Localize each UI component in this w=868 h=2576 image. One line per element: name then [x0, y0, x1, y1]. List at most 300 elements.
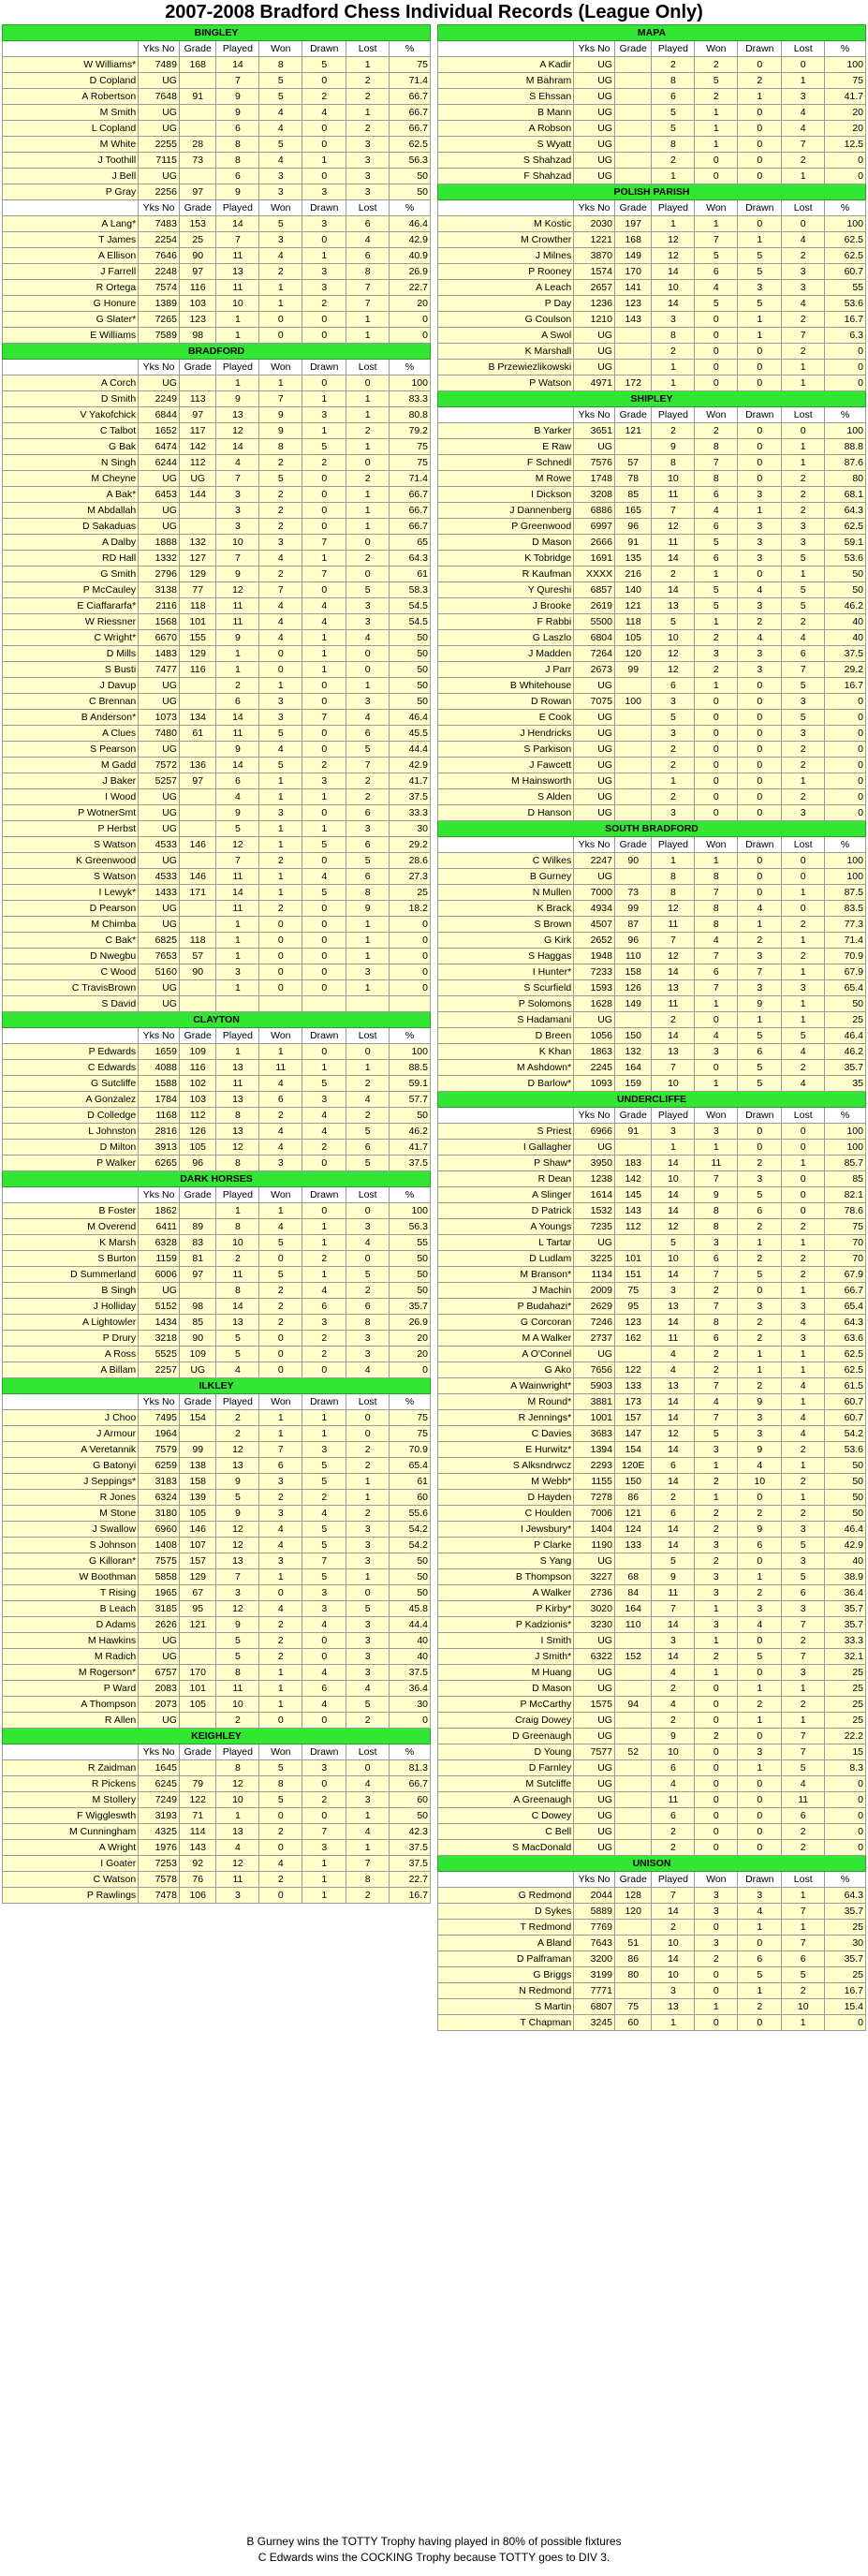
player-name: I Smith — [438, 1633, 574, 1649]
played-cell: 8 — [652, 328, 695, 344]
grade-cell — [614, 1140, 652, 1156]
lost-cell: 1 — [782, 1362, 825, 1378]
player-name: J Holliday — [3, 1299, 139, 1315]
percent-cell: 44.4 — [390, 742, 431, 758]
table-row — [3, 1108, 431, 1124]
percent-cell: 20 — [390, 296, 431, 312]
played-cell: 9 — [216, 1474, 259, 1490]
grade-cell: 92 — [179, 1856, 216, 1872]
drawn-cell: 6 — [738, 1203, 782, 1219]
grade-cell: 162 — [614, 1331, 652, 1347]
percent-cell: 0 — [825, 360, 866, 375]
lost-cell: 2 — [346, 1713, 390, 1729]
percent-cell: 50 — [390, 1585, 431, 1601]
drawn-cell: 2 — [302, 89, 346, 105]
won-cell: 2 — [259, 1824, 302, 1840]
table-row — [438, 1076, 866, 1092]
won-cell: 2 — [259, 853, 302, 869]
lost-cell: 3 — [346, 1331, 390, 1347]
yks-number: 4088 — [139, 1060, 180, 1076]
player-name: J Smith* — [438, 1649, 574, 1665]
lost-cell: 2 — [346, 551, 390, 567]
lost-cell: 1 — [346, 439, 390, 455]
grade-cell: 216 — [614, 567, 652, 582]
percent-cell: 62.5 — [825, 1362, 866, 1378]
played-cell: 5 — [652, 121, 695, 137]
column-header: Won — [259, 1187, 302, 1203]
yks-number: 3950 — [574, 1156, 615, 1171]
played-cell: 6 — [652, 89, 695, 105]
lost-cell — [346, 996, 390, 1012]
player-name: P Watson — [438, 375, 574, 391]
won-cell — [259, 996, 302, 1012]
percent-cell: 50 — [825, 1490, 866, 1506]
percent-cell: 66.7 — [390, 121, 431, 137]
won-cell: 1 — [259, 837, 302, 853]
grade-cell — [614, 789, 652, 805]
table-row — [438, 726, 866, 742]
won-cell: 0 — [695, 1012, 738, 1028]
played-cell: 2 — [652, 1920, 695, 1936]
lost-cell: 2 — [346, 73, 390, 89]
grade-cell: 116 — [179, 1060, 216, 1076]
won-cell: 7 — [259, 582, 302, 598]
played-cell: 1 — [652, 216, 695, 232]
won-cell: 8 — [695, 1219, 738, 1235]
player-name: E Cook — [438, 710, 574, 726]
yks-number: UG — [139, 1649, 180, 1665]
grade-cell — [614, 1665, 652, 1681]
player-name: P Kadzionis* — [438, 1617, 574, 1633]
percent-cell: 40 — [825, 1553, 866, 1569]
player-name: I Wood — [3, 789, 139, 805]
lost-cell: 2 — [782, 1824, 825, 1840]
lost-cell: 3 — [782, 1299, 825, 1315]
won-cell: 0 — [695, 710, 738, 726]
lost-cell: 3 — [782, 726, 825, 742]
lost-cell: 7 — [346, 296, 390, 312]
percent-cell: 25 — [825, 1697, 866, 1713]
played-cell: 10 — [652, 1967, 695, 1983]
percent-cell: 29.2 — [825, 662, 866, 678]
won-cell: 1 — [259, 1426, 302, 1442]
player-name: J Fawcett — [438, 758, 574, 773]
grade-cell: 149 — [614, 996, 652, 1012]
table-row — [3, 471, 431, 487]
table-row — [3, 1219, 431, 1235]
played-cell: 14 — [652, 1904, 695, 1920]
yks-number: UG — [574, 789, 615, 805]
played-cell: 2 — [652, 567, 695, 582]
grade-cell: 109 — [179, 1347, 216, 1362]
player-name: A Kadir — [438, 57, 574, 73]
played-cell: 14 — [652, 1028, 695, 1044]
drawn-cell: 5 — [302, 885, 346, 901]
table-row — [3, 1203, 431, 1219]
played-cell: 9 — [216, 1617, 259, 1633]
percent-cell: 53.6 — [825, 1442, 866, 1458]
won-cell: 0 — [695, 1681, 738, 1697]
won-cell: 0 — [695, 153, 738, 169]
percent-cell: 16.7 — [825, 312, 866, 328]
played-cell: 1 — [652, 2015, 695, 2031]
drawn-cell: 2 — [738, 1219, 782, 1235]
drawn-cell: 1 — [302, 248, 346, 264]
percent-cell: 0 — [390, 312, 431, 328]
played-cell: 8 — [652, 885, 695, 901]
played-cell: 14 — [652, 1474, 695, 1490]
table-row — [3, 901, 431, 917]
grade-cell: 144 — [179, 487, 216, 503]
lost-cell: 5 — [346, 1124, 390, 1140]
table-row — [438, 996, 866, 1012]
player-name: A Robertson — [3, 89, 139, 105]
player-name: J Farrell — [3, 264, 139, 280]
player-name: A Leach — [438, 280, 574, 296]
played-cell: 14 — [652, 1315, 695, 1331]
won-cell: 1 — [695, 1999, 738, 2015]
yks-number: 6265 — [139, 1156, 180, 1171]
won-cell: 0 — [695, 1840, 738, 1856]
won-cell: 4 — [695, 1028, 738, 1044]
yks-number: 3683 — [574, 1426, 615, 1442]
percent-cell: 37.5 — [390, 1840, 431, 1856]
lost-cell: 1 — [346, 1060, 390, 1076]
player-name: C Talbot — [3, 423, 139, 439]
column-header-row — [3, 1744, 431, 1760]
yks-number: 2116 — [139, 598, 180, 614]
won-cell: 2 — [695, 1474, 738, 1490]
lost-cell: 1 — [782, 1458, 825, 1474]
drawn-cell: 3 — [738, 519, 782, 535]
lost-cell: 0 — [346, 1044, 390, 1060]
table-row — [3, 1474, 431, 1490]
percent-cell: 75 — [390, 439, 431, 455]
drawn-cell: 0 — [738, 726, 782, 742]
percent-cell: 0 — [825, 758, 866, 773]
player-name: G Ako — [438, 1362, 574, 1378]
grade-cell — [614, 1681, 652, 1697]
yks-number: UG — [574, 1347, 615, 1362]
player-name: M Sutcliffe — [438, 1776, 574, 1792]
table-row — [438, 535, 866, 551]
won-cell: 5 — [259, 73, 302, 89]
won-cell: 3 — [259, 1553, 302, 1569]
won-cell: 1 — [259, 789, 302, 805]
team-name: UNISON — [438, 1856, 866, 1872]
table-row — [3, 1808, 431, 1824]
yks-number: 2626 — [139, 1617, 180, 1633]
player-name: D Copland — [3, 73, 139, 89]
table-row — [3, 1633, 431, 1649]
table-row — [438, 694, 866, 710]
percent-cell: 87.6 — [825, 455, 866, 471]
played-cell: 3 — [652, 694, 695, 710]
percent-cell: 35 — [825, 1076, 866, 1092]
played-cell: 11 — [216, 248, 259, 264]
played-cell: 10 — [216, 1697, 259, 1713]
grade-cell: 165 — [614, 503, 652, 519]
drawn-cell: 0 — [738, 773, 782, 789]
drawn-cell: 1 — [738, 1012, 782, 1028]
won-cell: 3 — [259, 1156, 302, 1171]
yks-number: UG — [139, 980, 180, 996]
yks-number: 5889 — [574, 1904, 615, 1920]
drawn-cell: 1 — [302, 1235, 346, 1251]
player-name: D Greenaugh — [438, 1729, 574, 1744]
yks-number: UG — [574, 1235, 615, 1251]
table-row — [438, 248, 866, 264]
played-cell: 11 — [652, 1792, 695, 1808]
table-row — [3, 73, 431, 89]
played-cell: 8 — [216, 1283, 259, 1299]
won-cell: 3 — [695, 1888, 738, 1904]
yks-number: 1394 — [574, 1442, 615, 1458]
drawn-cell: 4 — [738, 1458, 782, 1474]
lost-cell: 3 — [346, 1347, 390, 1362]
grade-cell — [614, 710, 652, 726]
drawn-cell: 10 — [738, 1474, 782, 1490]
player-name: D Palframan — [438, 1951, 574, 1967]
player-name: S Brown — [438, 917, 574, 933]
column-header — [3, 1028, 139, 1044]
won-cell: 0 — [259, 917, 302, 933]
yks-number: 5257 — [139, 773, 180, 789]
lost-cell: 1 — [782, 1012, 825, 1028]
grade-cell: 85 — [614, 487, 652, 503]
grade-cell: 128 — [614, 1888, 652, 1904]
grade-cell: 133 — [614, 1538, 652, 1553]
won-cell: 5 — [695, 598, 738, 614]
percent-cell: 22.7 — [390, 1872, 431, 1888]
player-name: J Baker — [3, 773, 139, 789]
percent-cell: 8.3 — [825, 1760, 866, 1776]
grade-cell — [179, 980, 216, 996]
played-cell: 9 — [652, 1729, 695, 1744]
grade-cell: 168 — [179, 57, 216, 73]
yks-number: 7249 — [139, 1792, 180, 1808]
played-cell: 3 — [216, 1888, 259, 1904]
table-row — [438, 885, 866, 901]
lost-cell: 2 — [782, 248, 825, 264]
grade-cell — [614, 328, 652, 344]
lost-cell: 4 — [782, 1378, 825, 1394]
column-header: Lost — [782, 407, 825, 423]
grade-cell: 95 — [614, 1299, 652, 1315]
percent-cell: 27.3 — [390, 869, 431, 885]
played-cell: 4 — [216, 455, 259, 471]
percent-cell: 20 — [390, 1347, 431, 1362]
played-cell: 14 — [652, 582, 695, 598]
percent-cell: 0 — [825, 2015, 866, 2031]
drawn-cell: 0 — [302, 980, 346, 996]
yks-number: 1332 — [139, 551, 180, 567]
drawn-cell: 2 — [738, 614, 782, 630]
grade-cell — [179, 121, 216, 137]
table-row — [3, 312, 431, 328]
drawn-cell: 2 — [738, 1999, 782, 2015]
percent-cell: 57.7 — [390, 1092, 431, 1108]
player-name: J Milnes — [438, 248, 574, 264]
percent-cell: 60.7 — [825, 1394, 866, 1410]
player-name: P Rawlings — [3, 1888, 139, 1904]
yks-number: 2293 — [574, 1458, 615, 1474]
player-name: M Branson* — [438, 1267, 574, 1283]
column-header — [438, 41, 574, 57]
column-header: Played — [216, 1028, 259, 1044]
played-cell: 1 — [216, 312, 259, 328]
yks-number: 6474 — [139, 439, 180, 455]
percent-cell: 70.9 — [825, 949, 866, 964]
player-name: J Madden — [438, 646, 574, 662]
played-cell: 6 — [216, 169, 259, 184]
played-cell: 11 — [652, 487, 695, 503]
won-cell: 5 — [259, 89, 302, 105]
played-cell: 8 — [216, 1665, 259, 1681]
lost-cell: 0 — [782, 1124, 825, 1140]
player-name: S Yang — [438, 1553, 574, 1569]
drawn-cell: 3 — [302, 1840, 346, 1856]
column-header: Grade — [614, 41, 652, 57]
lost-cell: 1 — [346, 328, 390, 344]
player-name: D Smith — [3, 391, 139, 407]
column-header: Yks No — [139, 200, 180, 216]
won-cell: 4 — [259, 1076, 302, 1092]
grade-cell — [614, 153, 652, 169]
player-name: P Ward — [3, 1681, 139, 1697]
drawn-cell: 0 — [302, 1044, 346, 1060]
percent-cell: 0 — [390, 964, 431, 980]
grade-cell — [614, 1713, 652, 1729]
yks-number: UG — [574, 73, 615, 89]
lost-cell: 5 — [782, 1569, 825, 1585]
column-header: Yks No — [139, 1394, 180, 1410]
yks-number: UG — [574, 137, 615, 153]
drawn-cell: 3 — [738, 280, 782, 296]
grade-cell: 152 — [614, 1649, 652, 1665]
played-cell: 11 — [216, 614, 259, 630]
player-name: R Ortega — [3, 280, 139, 296]
grade-cell: 123 — [614, 296, 652, 312]
yks-number: 1575 — [574, 1697, 615, 1713]
percent-cell: 37.5 — [390, 1665, 431, 1681]
yks-number: 5500 — [574, 614, 615, 630]
player-name: S Watson — [3, 869, 139, 885]
won-cell: 4 — [259, 614, 302, 630]
table-row — [3, 1315, 431, 1331]
won-cell: 3 — [695, 646, 738, 662]
yks-number: 2666 — [574, 535, 615, 551]
percent-cell: 56.3 — [390, 153, 431, 169]
won-cell: 1 — [259, 1410, 302, 1426]
column-header: % — [390, 1187, 431, 1203]
percent-cell: 78.6 — [825, 1203, 866, 1219]
yks-number: 4533 — [139, 869, 180, 885]
drawn-cell: 0 — [738, 1729, 782, 1744]
lost-cell: 2 — [782, 1506, 825, 1522]
table-row — [438, 296, 866, 312]
played-cell: 12 — [652, 232, 695, 248]
lost-cell: 3 — [782, 1601, 825, 1617]
won-cell: 8 — [695, 1203, 738, 1219]
table-row — [438, 1888, 866, 1904]
grade-cell: 73 — [179, 153, 216, 169]
drawn-cell: 1 — [738, 312, 782, 328]
percent-cell: 0 — [825, 169, 866, 184]
team-header-row — [438, 821, 866, 837]
player-name: G Bak — [3, 439, 139, 455]
drawn-cell: 2 — [302, 296, 346, 312]
player-name: G Batonyi — [3, 1458, 139, 1474]
lost-cell: 7 — [782, 1904, 825, 1920]
player-name: C Houlden — [438, 1506, 574, 1522]
drawn-cell: 1 — [302, 630, 346, 646]
grade-cell: 86 — [614, 1951, 652, 1967]
percent-cell: 0 — [390, 328, 431, 344]
grade-cell: 101 — [179, 1681, 216, 1697]
lost-cell: 6 — [346, 216, 390, 232]
table-row — [438, 1267, 866, 1283]
drawn-cell: 9 — [738, 1442, 782, 1458]
lost-cell: 4 — [346, 710, 390, 726]
percent-cell: 0 — [825, 344, 866, 360]
player-name: B Whitehouse — [438, 678, 574, 694]
won-cell: 8 — [695, 917, 738, 933]
yks-number: UG — [574, 1553, 615, 1569]
lost-cell: 1 — [346, 391, 390, 407]
won-cell: 5 — [259, 1760, 302, 1776]
percent-cell: 62.5 — [825, 232, 866, 248]
played-cell: 5 — [652, 710, 695, 726]
grade-cell — [614, 1792, 652, 1808]
player-name: C Bell — [438, 1824, 574, 1840]
yks-number: 1434 — [139, 1315, 180, 1331]
played-cell: 14 — [652, 1649, 695, 1665]
table-row — [3, 1856, 431, 1872]
drawn-cell: 0 — [738, 360, 782, 375]
lost-cell: 4 — [782, 1410, 825, 1426]
grade-cell — [614, 869, 652, 885]
player-name: S Haggas — [438, 949, 574, 964]
grade-cell: 68 — [614, 1569, 652, 1585]
yks-number: 1965 — [139, 1585, 180, 1601]
won-cell: 0 — [695, 1808, 738, 1824]
yks-number: 1159 — [139, 1251, 180, 1267]
table-row — [3, 280, 431, 296]
lost-cell: 2 — [346, 471, 390, 487]
player-name: R Jennings* — [438, 1410, 574, 1426]
percent-cell: 26.9 — [390, 1315, 431, 1331]
grade-cell — [614, 1776, 652, 1792]
won-cell: 2 — [259, 1633, 302, 1649]
percent-cell: 50 — [825, 1506, 866, 1522]
percent-cell: 50 — [390, 662, 431, 678]
drawn-cell: 1 — [738, 1347, 782, 1362]
yks-number: 7648 — [139, 89, 180, 105]
table-row — [3, 551, 431, 567]
played-cell: 10 — [216, 1792, 259, 1808]
yks-number: UG — [574, 169, 615, 184]
team-header-row — [438, 25, 866, 41]
lost-cell: 3 — [346, 1219, 390, 1235]
percent-cell: 50 — [390, 646, 431, 662]
lost-cell: 6 — [782, 1951, 825, 1967]
won-cell: 1 — [259, 821, 302, 837]
percent-cell: 54.2 — [390, 1522, 431, 1538]
lost-cell: 3 — [346, 694, 390, 710]
lost-cell: 5 — [782, 1760, 825, 1776]
yks-number: UG — [574, 1012, 615, 1028]
